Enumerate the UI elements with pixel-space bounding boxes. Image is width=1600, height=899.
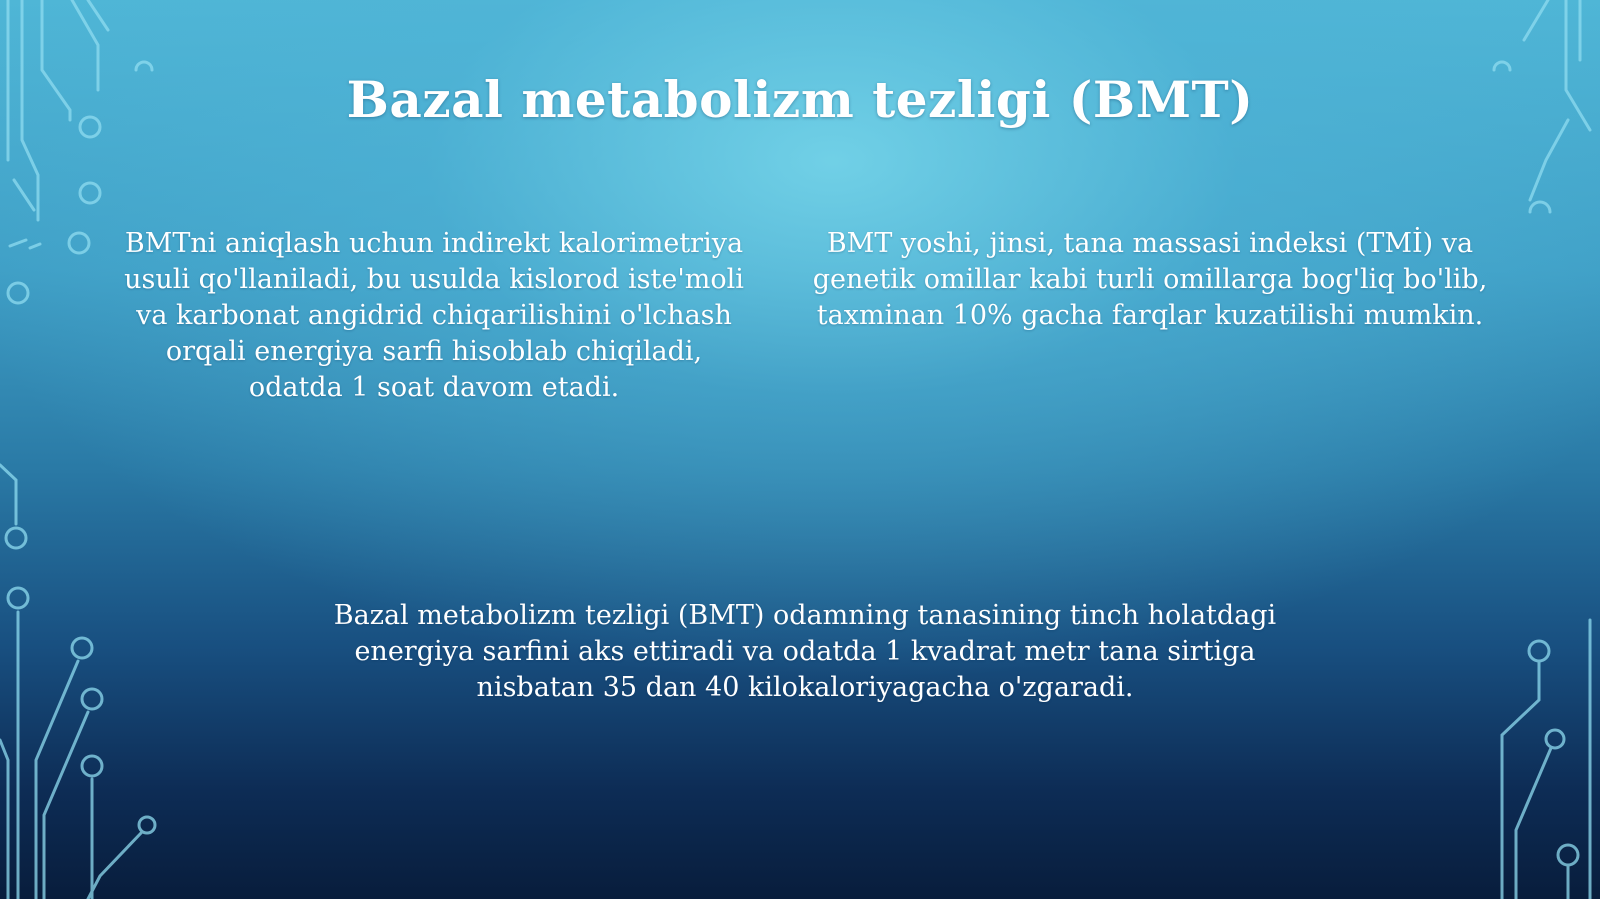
slide-title: Bazal metabolizm tezligi (BMT) — [346, 70, 1254, 129]
left-paragraph: BMTni aniqlash uchun indirekt kalorimetriya usuli qo'llaniladi, bu usulda kislorod iste'moli va karbonat angidrid chiqarilishini o'lchash orqali energiya sarfi hisoblab chiqiladi, odatda 1 soat davom etadi. — [124, 228, 744, 403]
bottom-paragraph: Bazal metabolizm tezligi (BMT) odamning tanasining tinch holatdagi energiya sarfini aks ettiradi va odatda 1 kvadrat metr tana sirtiga nisbatan 35 dan 40 kilokaloriyagacha o'zgaradi. — [333, 600, 1277, 703]
right-paragraph: BMT yoshi, jinsi, tana massasi indeksi (TMİ) va genetik omillar kabi turli omillarga bog'liq bo'lib, taxminan 10% gacha farqlar kuzatilishi mumkin. — [812, 228, 1488, 331]
